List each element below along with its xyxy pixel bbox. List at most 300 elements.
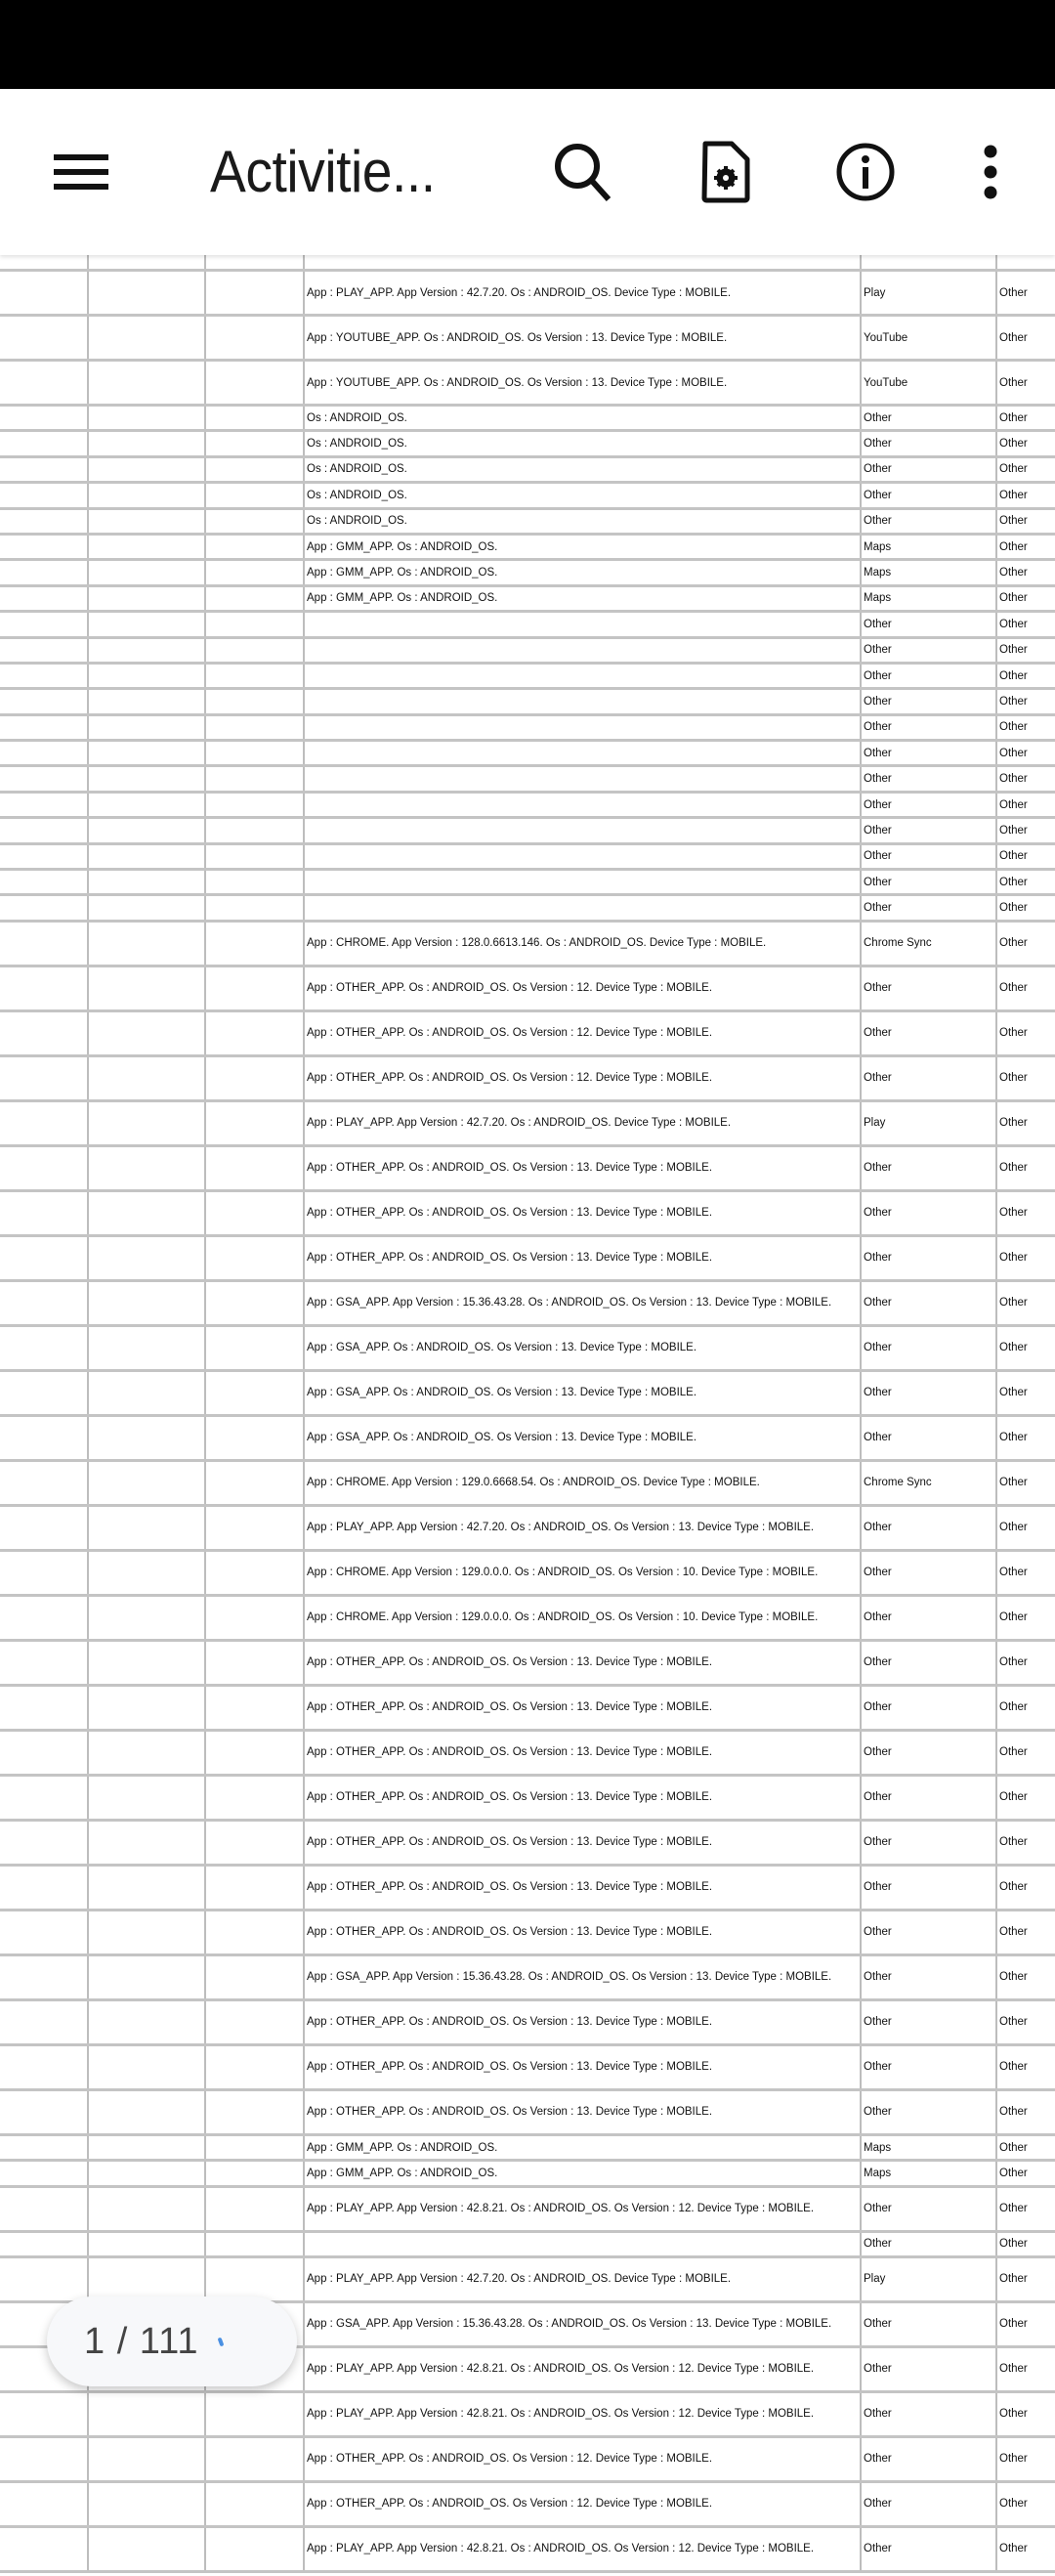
page-indicator[interactable] [47,2297,297,2386]
table-cell [87,690,205,712]
info-icon [835,142,896,202]
table-row[interactable] [0,767,1055,793]
table-row[interactable] [0,484,1055,509]
product-cell: Chrome Sync [860,1462,996,1504]
table-cell [87,510,205,533]
table-row[interactable] [0,561,1055,586]
description-cell: App : OTHER_APP. Os : ANDROID_OS. Os Version : 13. Device Type : MOBILE. [303,1867,861,1909]
table-cell [87,2162,205,2184]
category-cell: Other [995,1911,1055,1953]
product-cell: Other [860,2483,996,2525]
table-cell [0,1102,89,1144]
table-cell [0,272,89,314]
table-cell [0,587,89,610]
table-row[interactable] [0,742,1055,767]
table-cell [204,1777,304,1819]
product-cell: Other [860,2091,996,2133]
category-cell: Other [995,2393,1055,2435]
table-cell [204,2001,304,2043]
product-cell: Other [860,742,996,764]
table-cell [87,1192,205,1234]
table-row[interactable] [0,1642,1055,1687]
category-cell: Other [995,458,1055,481]
description-cell [303,794,861,816]
table-cell [204,1192,304,1234]
table-cell [87,458,205,481]
table-cell [0,1147,89,1189]
table-cell [0,407,89,429]
description-cell: App : OTHER_APP. Os : ANDROID_OS. Os Version : 12. Device Type : MOBILE. [303,967,861,1009]
table-row-partial [0,255,1055,272]
description-cell: App : YOUTUBE_APP. Os : ANDROID_OS. Os Version : 13. Device Type : MOBILE. [303,317,861,359]
table-cell [204,716,304,739]
table-cell [87,819,205,841]
table-row[interactable] [0,639,1055,665]
product-cell: Maps [860,2162,996,2184]
table-cell [995,255,1055,269]
table-cell [87,272,205,314]
category-cell: Other [995,2046,1055,2088]
product-cell: Play [860,272,996,314]
more-options-button[interactable] [956,138,1025,206]
table-cell [0,1237,89,1279]
table-row[interactable] [0,587,1055,613]
product-cell: Other [860,1642,996,1684]
table-row[interactable] [0,2046,1055,2091]
table-row[interactable] [0,1012,1055,1057]
category-cell: Other [995,1282,1055,1324]
table-cell [0,362,89,404]
description-cell [303,819,861,841]
product-cell: Other [860,458,996,481]
description-cell: App : OTHER_APP. Os : ANDROID_OS. Os Version : 13. Device Type : MOBILE. [303,1911,861,1953]
category-cell: Other [995,2348,1055,2390]
table-cell [87,1462,205,1504]
description-cell: App : PLAY_APP. App Version : 42.8.21. Os : ANDROID_OS. Os Version : 12. Device Type : MOBILE. [303,2393,861,2435]
table-row[interactable] [0,536,1055,561]
description-cell: App : OTHER_APP. Os : ANDROID_OS. Os Version : 13. Device Type : MOBILE. [303,1642,861,1684]
table-cell [204,1102,304,1144]
product-cell: Chrome Sync [860,923,996,965]
document-settings-icon [700,141,751,203]
product-cell: Other [860,1956,996,1998]
category-cell: Other [995,2188,1055,2230]
page-indicator-label: 1 / 111 [84,2320,199,2362]
product-cell: Other [860,432,996,454]
table-cell [0,510,89,533]
table-row[interactable] [0,1822,1055,1867]
table-cell [204,561,304,583]
category-cell: Other [995,742,1055,764]
product-cell: Other [860,613,996,635]
description-cell: App : GMM_APP. Os : ANDROID_OS. [303,2162,861,2184]
table-cell [87,1687,205,1729]
table-row[interactable] [0,967,1055,1012]
search-button[interactable] [549,138,617,206]
product-cell: Other [860,2001,996,2043]
table-cell [204,1822,304,1864]
category-cell: Other [995,1822,1055,1864]
product-cell: Other [860,1192,996,1234]
table-cell [87,1012,205,1054]
table-cell [87,896,205,919]
table-cell [87,432,205,454]
description-cell: App : GSA_APP. App Version : 15.36.43.28. Os : ANDROID_OS. Os Version : 13. Device Type : MOBILE. [303,1956,861,1998]
table-cell [204,1462,304,1504]
category-cell: Other [995,794,1055,816]
description-cell: Os : ANDROID_OS. [303,432,861,454]
table-row[interactable] [0,1372,1055,1417]
table-cell [0,2258,89,2300]
product-cell: Other [860,1732,996,1774]
table-cell [204,484,304,506]
table-cell [87,639,205,662]
category-cell: Other [995,1237,1055,1279]
table-cell [0,458,89,481]
table-cell [87,767,205,790]
table-cell [0,2046,89,2088]
table-cell [204,967,304,1009]
product-cell: Other [860,690,996,712]
table-cell [0,742,89,764]
category-cell: Other [995,871,1055,893]
app-bar [0,89,1055,255]
table-row[interactable] [0,2188,1055,2233]
product-cell: Other [860,1147,996,1189]
table-cell [87,794,205,816]
table-cell [204,1282,304,1324]
table-cell [0,2162,89,2184]
description-cell [303,845,861,868]
product-cell: Other [860,1777,996,1819]
table-row[interactable] [0,2091,1055,2136]
table-cell [204,794,304,816]
product-cell: Other [860,1552,996,1594]
table-row[interactable] [0,896,1055,922]
product-cell: Other [860,407,996,429]
status-bar [0,0,1055,89]
table-cell [0,2188,89,2230]
description-cell: App : GSA_APP. Os : ANDROID_OS. Os Version : 13. Device Type : MOBILE. [303,1417,861,1459]
table-row[interactable] [0,716,1055,742]
description-cell: App : GMM_APP. Os : ANDROID_OS. [303,536,861,558]
table-cell [204,639,304,662]
document-settings-button[interactable] [692,138,760,206]
product-cell: Other [860,2046,996,2088]
product-cell: Maps [860,2136,996,2159]
table-cell [0,1552,89,1594]
product-cell: Other [860,2438,996,2480]
table-row[interactable] [0,1732,1055,1777]
product-cell: Other [860,2393,996,2435]
table-row[interactable] [0,1327,1055,1372]
product-cell: Other [860,819,996,841]
table-cell [87,2091,205,2133]
table-cell [87,2046,205,2088]
table-cell [87,742,205,764]
table-cell [0,2001,89,2043]
table-row[interactable] [0,1867,1055,1911]
description-cell [303,2233,861,2255]
product-cell: Other [860,967,996,1009]
table-row[interactable] [0,510,1055,536]
activities-table [0,255,1055,2573]
description-cell: App : OTHER_APP. Os : ANDROID_OS. Os Version : 13. Device Type : MOBILE. [303,2001,861,2043]
description-cell: App : YOUTUBE_APP. Os : ANDROID_OS. Os Version : 13. Device Type : MOBILE. [303,362,861,404]
table-cell [0,1642,89,1684]
table-cell [204,1237,304,1279]
description-cell: App : OTHER_APP. Os : ANDROID_OS. Os Version : 13. Device Type : MOBILE. [303,2046,861,2088]
table-row[interactable] [0,1597,1055,1642]
product-cell: Other [860,2188,996,2230]
table-cell [87,2528,205,2570]
search-icon [552,141,614,203]
table-cell [204,819,304,841]
table-row[interactable] [0,665,1055,690]
table-cell [0,2438,89,2480]
product-cell: Other [860,1597,996,1639]
table-cell [0,317,89,359]
table-row[interactable] [0,1147,1055,1192]
category-cell: Other [995,2233,1055,2255]
table-cell [204,845,304,868]
table-cell [87,536,205,558]
category-cell: Other [995,716,1055,739]
category-cell: Other [995,1417,1055,1459]
description-cell: App : GSA_APP. App Version : 15.36.43.28. Os : ANDROID_OS. Os Version : 13. Device Type : MOBILE. [303,1282,861,1324]
product-cell: Other [860,1282,996,1324]
table-row[interactable] [0,432,1055,457]
table-cell [0,2393,89,2435]
table-cell [204,613,304,635]
info-button[interactable] [831,138,900,206]
table-cell [0,794,89,816]
category-cell: Other [995,1462,1055,1504]
table-row[interactable] [0,1956,1055,2001]
table-cell [204,1327,304,1369]
table-cell [204,2046,304,2088]
table-cell [0,1417,89,1459]
table-cell [204,1956,304,1998]
category-cell: Other [995,1327,1055,1369]
table-row[interactable] [0,794,1055,819]
table-cell [0,1956,89,1998]
table-cell [87,1282,205,1324]
description-cell: App : PLAY_APP. App Version : 42.8.21. Os : ANDROID_OS. Os Version : 12. Device Type : MOBILE. [303,2348,861,2390]
table-row[interactable] [0,1192,1055,1237]
category-cell: Other [995,1687,1055,1729]
category-cell: Other [995,1057,1055,1099]
table-cell [204,1147,304,1189]
description-cell: App : OTHER_APP. Os : ANDROID_OS. Os Version : 13. Device Type : MOBILE. [303,1192,861,1234]
table-row[interactable] [0,2528,1055,2573]
table-row[interactable] [0,1282,1055,1327]
table-cell [87,1552,205,1594]
category-cell: Other [995,362,1055,404]
product-cell: Other [860,484,996,506]
description-cell: App : CHROME. App Version : 129.0.0.0. Os : ANDROID_OS. Os Version : 10. Device Type : MOBILE. [303,1597,861,1639]
table-cell [87,613,205,635]
table-cell [87,1732,205,1774]
category-cell: Other [995,1642,1055,1684]
table-cell [204,2393,304,2435]
table-cell [204,896,304,919]
table-cell [0,767,89,790]
loading-spinner-icon [217,2337,224,2346]
description-cell [303,871,861,893]
table-cell [204,1372,304,1414]
description-cell: App : PLAY_APP. App Version : 42.7.20. Os : ANDROID_OS. Device Type : MOBILE. [303,272,861,314]
product-cell: Maps [860,561,996,583]
table-cell [0,1327,89,1369]
table-cell [87,2001,205,2043]
table-cell [860,255,996,269]
table-cell [0,1462,89,1504]
table-cell [204,742,304,764]
description-cell [303,613,861,635]
table-cell [204,1687,304,1729]
table-row[interactable] [0,317,1055,362]
menu-button[interactable] [47,138,115,206]
table-cell [0,2483,89,2525]
table-cell [0,690,89,712]
table-row[interactable] [0,1237,1055,1282]
description-cell [303,665,861,687]
table-cell [204,458,304,481]
table-cell [87,1507,205,1549]
table-cell [204,407,304,429]
table-row[interactable] [0,2001,1055,2046]
description-cell: App : GSA_APP. App Version : 15.36.43.28. Os : ANDROID_OS. Os Version : 13. Device Type : MOBILE. [303,2303,861,2345]
product-cell: Maps [860,587,996,610]
table-cell [0,1777,89,1819]
description-cell: App : GSA_APP. Os : ANDROID_OS. Os Version : 13. Device Type : MOBILE. [303,1372,861,1414]
product-cell: Other [860,845,996,868]
table-row[interactable] [0,2393,1055,2438]
category-cell: Other [995,1777,1055,1819]
table-cell [204,2528,304,2570]
description-cell: App : PLAY_APP. App Version : 42.8.21. Os : ANDROID_OS. Os Version : 12. Device Type : MOBILE. [303,2188,861,2230]
table-cell [0,1732,89,1774]
table-row[interactable] [0,2483,1055,2528]
table-row[interactable] [0,407,1055,432]
table-cell [0,871,89,893]
description-cell: Os : ANDROID_OS. [303,484,861,506]
product-cell: Other [860,2233,996,2255]
product-cell: Other [860,1012,996,1054]
product-cell: Other [860,1237,996,1279]
table-cell [87,967,205,1009]
table-cell [87,587,205,610]
table-cell [87,255,205,269]
table-row[interactable] [0,819,1055,844]
table-cell [87,1102,205,1144]
table-row[interactable] [0,2162,1055,2187]
table-cell [0,613,89,635]
table-cell [204,536,304,558]
table-row[interactable] [0,1507,1055,1552]
table-row[interactable] [0,1552,1055,1597]
product-cell: Other [860,871,996,893]
description-cell: App : CHROME. App Version : 128.0.6613.146. Os : ANDROID_OS. Device Type : MOBILE. [303,923,861,965]
table-row[interactable] [0,1687,1055,1732]
table-cell [0,1687,89,1729]
table-row[interactable] [0,1102,1055,1147]
category-cell: Other [995,2303,1055,2345]
table-cell [204,2091,304,2133]
table-cell [87,317,205,359]
table-row[interactable] [0,2438,1055,2483]
table-row[interactable] [0,871,1055,896]
table-cell [87,1327,205,1369]
menu-icon [54,152,108,192]
table-row[interactable] [0,2136,1055,2162]
category-cell: Other [995,2438,1055,2480]
category-cell: Other [995,690,1055,712]
table-row[interactable] [0,272,1055,317]
page-title: Activitie... [210,139,436,204]
product-cell: Other [860,896,996,919]
table-cell [204,665,304,687]
description-cell: App : PLAY_APP. App Version : 42.7.20. Os : ANDROID_OS. Device Type : MOBILE. [303,2258,861,2300]
category-cell: Other [995,896,1055,919]
description-cell: App : OTHER_APP. Os : ANDROID_OS. Os Version : 13. Device Type : MOBILE. [303,2091,861,2133]
more-vert-icon [983,145,998,199]
table-cell [204,1507,304,1549]
table-row[interactable] [0,1462,1055,1507]
table-row[interactable] [0,1911,1055,1956]
product-cell: Other [860,510,996,533]
table-row[interactable] [0,1417,1055,1462]
table-row[interactable] [0,923,1055,967]
table-cell [204,923,304,965]
description-cell [303,639,861,662]
product-cell: Other [860,1372,996,1414]
table-cell [0,2091,89,2133]
description-cell: App : OTHER_APP. Os : ANDROID_OS. Os Version : 13. Device Type : MOBILE. [303,1822,861,1864]
description-cell: App : OTHER_APP. Os : ANDROID_OS. Os Version : 13. Device Type : MOBILE. [303,1237,861,1279]
table-row[interactable] [0,458,1055,484]
table-cell [0,484,89,506]
product-cell: Other [860,767,996,790]
table-row[interactable] [0,845,1055,871]
table-cell [204,1417,304,1459]
category-cell: Other [995,2483,1055,2525]
table-cell [0,1507,89,1549]
table-cell [204,1867,304,1909]
table-row[interactable] [0,613,1055,638]
description-cell: App : PLAY_APP. App Version : 42.8.21. Os : ANDROID_OS. Os Version : 12. Device Type : MOBILE. [303,2528,861,2570]
product-cell: Other [860,1417,996,1459]
category-cell: Other [995,1372,1055,1414]
table-row[interactable] [0,1057,1055,1102]
description-cell: App : GMM_APP. Os : ANDROID_OS. [303,587,861,610]
table-cell [0,639,89,662]
table-row[interactable] [0,1777,1055,1822]
table-row[interactable] [0,690,1055,715]
table-cell [204,871,304,893]
product-cell: Other [860,1822,996,1864]
description-cell: App : OTHER_APP. Os : ANDROID_OS. Os Version : 12. Device Type : MOBILE. [303,1057,861,1099]
description-cell: App : OTHER_APP. Os : ANDROID_OS. Os Version : 12. Device Type : MOBILE. [303,2438,861,2480]
table-cell [0,1911,89,1953]
description-cell [303,742,861,764]
table-row[interactable] [0,2233,1055,2258]
description-cell: App : OTHER_APP. Os : ANDROID_OS. Os Version : 12. Device Type : MOBILE. [303,1012,861,1054]
table-cell [204,2162,304,2184]
table-row[interactable] [0,362,1055,407]
category-cell: Other [995,2001,1055,2043]
